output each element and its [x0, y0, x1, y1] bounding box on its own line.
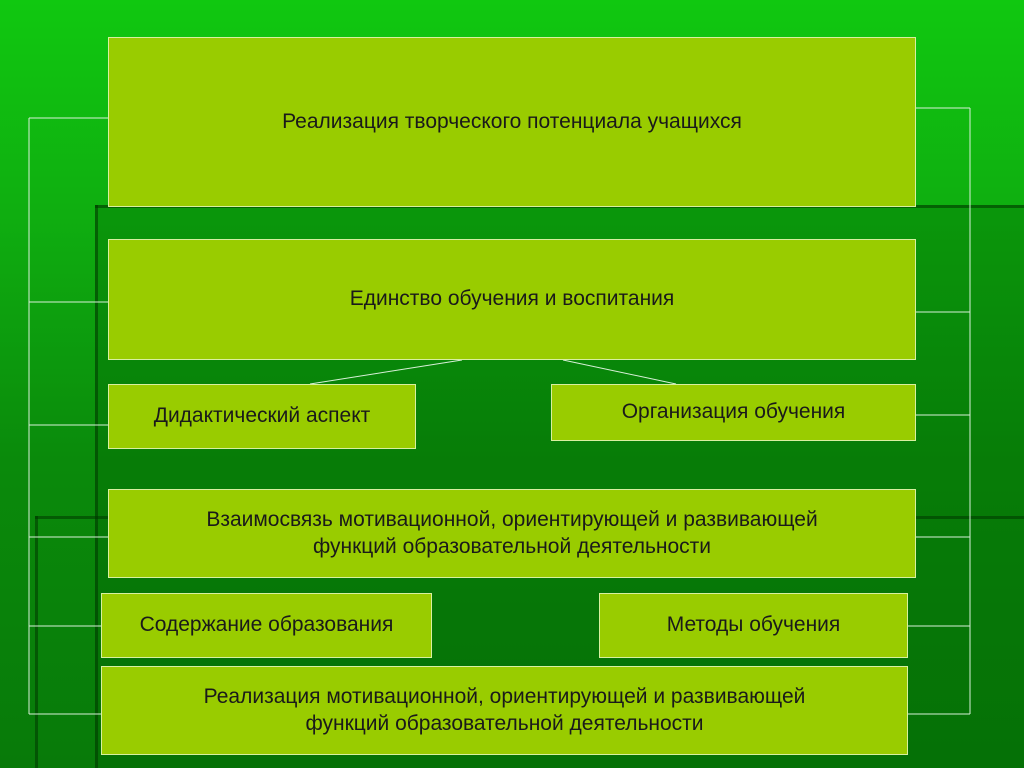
node-organization-of-teaching [551, 384, 916, 441]
node-content-of-education [101, 593, 432, 658]
node-interrelation-line2: функций образовательной деятельности [312, 534, 712, 558]
node-realization-line1: Реализация мотивационной, ориентирующей и развивающей [203, 685, 806, 709]
node-unity-of-teaching-and-upbringing [108, 239, 916, 360]
node-creative-potential-text: Реализация творческого потенциала учащихся [282, 109, 742, 133]
node-didactic-text: Дидактический аспект [153, 404, 371, 428]
node-unity-text: Единство обучения и воспитания [349, 287, 675, 311]
node-didactic-aspect [108, 384, 416, 449]
node-teaching-methods [599, 593, 908, 658]
node-interrelation-line1: Взаимосвязь мотивационной, ориентирующей и развивающей [206, 508, 818, 532]
node-content-text: Содержание образования [139, 613, 394, 637]
node-creative-potential [108, 37, 916, 207]
node-methods-text: Методы обучения [666, 613, 841, 637]
node-realization-of-functions [101, 666, 908, 755]
node-realization-line2: функций образовательной деятельности [305, 711, 704, 735]
node-interrelation-of-functions [108, 489, 916, 578]
node-organization-text: Организация обучения [621, 400, 846, 424]
